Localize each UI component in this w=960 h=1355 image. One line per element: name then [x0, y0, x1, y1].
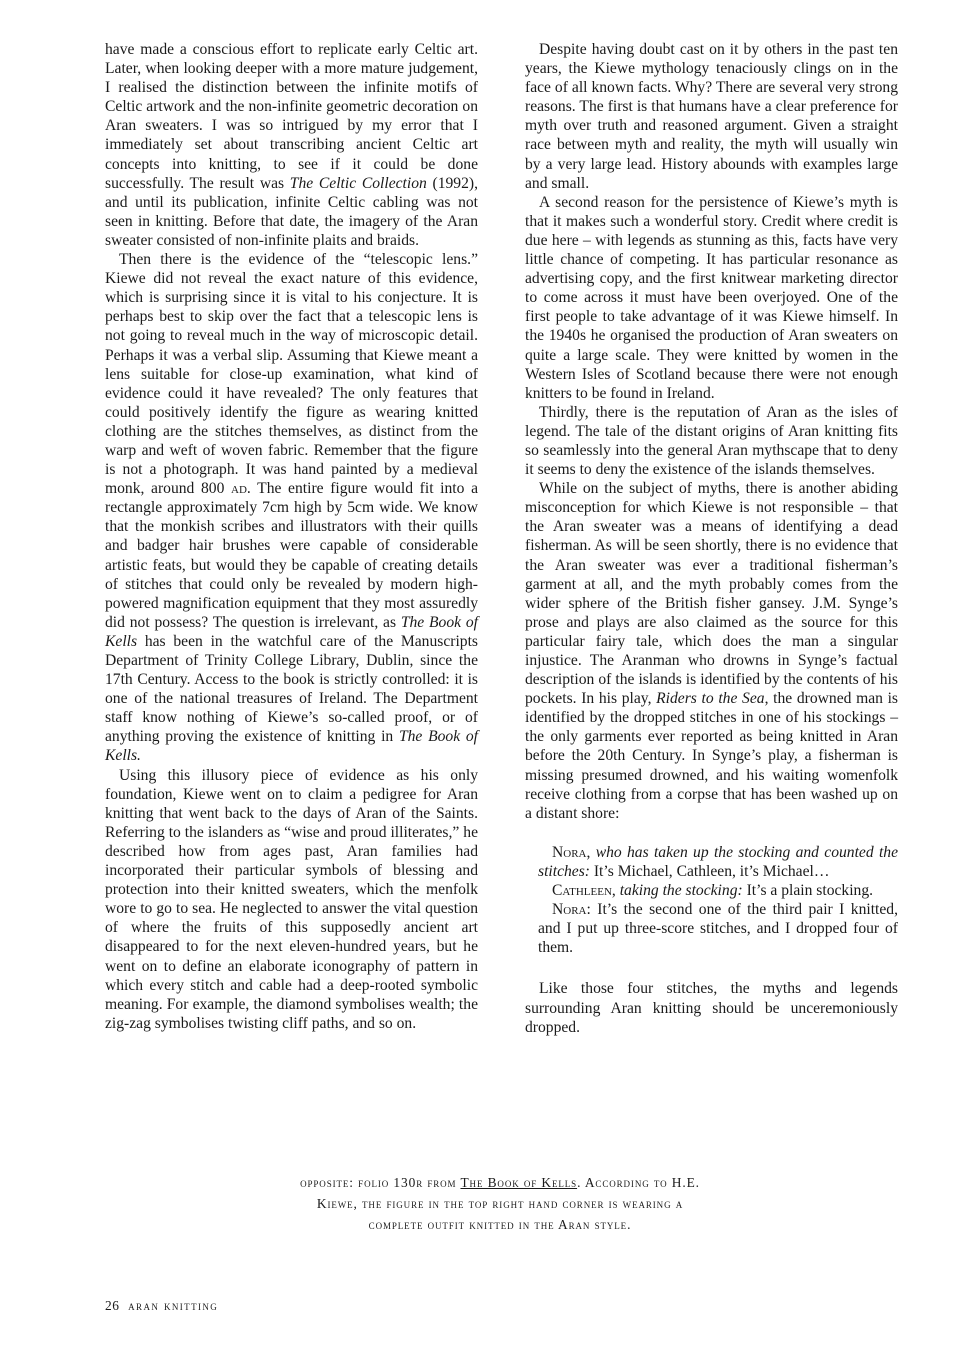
body-paragraph: Like those four stitches, the myths and legends surrounding Aran knitting should be unceremoniously dropped. — [525, 980, 898, 1036]
body-paragraph — [105, 40, 478, 250]
body-paragraph: A second reason for the persistence of Kiewe’s myth is that it makes such a wonderful story. Credit where credit is due here – with legends as stunning as this, facts have very little chance of competing. It has particular resonance as advertising copy, and the first knitwear marketing director to come across it must have been overjoyed. One of the first people to take advantage of it was Kiewe himself. In the 1940s he organised the production of Aran sweaters on quite a large scale. They were knitted by women in the Western Isles of Scotland because there were not enough knitters to be found in Ireland. — [525, 193, 898, 402]
caption-text: opposite: folio 130r from — [300, 1175, 461, 1190]
body-paragraph — [525, 479, 898, 823]
caption-text: . According to H.E. Kiewe, the figure in the top right hand corner is wearing a complete outfit knitted in the Aran style. — [316, 1175, 700, 1232]
speaker-name: Cathleen, — [552, 882, 616, 900]
text-run: . The entire figure would fit into a rectangle approximately 7cm high by 5cm wide. We know that the monkish scribes and illustrators with their quills and badger hair brushes were capable of considerable artistic feats, but would they be capable of creating details of stitches that could only be revealed by modern high-powered magnification equipment that they most assuredly did not possess? The question is irrelevant, as — [105, 480, 478, 631]
body-paragraph: Using this illusory piece of evidence as his only foundation, Kiewe went on to claim a pedigree for Aran knitting that went back to the days of Aran of the Saints. Referring to the islanders as “wise and proud illiterates,” he described how from ages past, Aran families had incorporated their particular symbols of blessing and protection into their knitted sweaters, which the menfolk wore to go to sea. He neglected to answer the vital question of where the fruits of this supposedly ancient art disappeared to for the next eleven-hundred years, but he went on to define an elaborate iconography of pattern in which every stitch and cable had a deep-rooted symbolic meaning. For example, the diamond symbolises wealth; the zig-zag symbolises twisting cliff paths, and so on. — [105, 766, 478, 1032]
play-title: Riders to the Sea — [656, 690, 765, 708]
dialogue: It’s Michael, Cathleen, it’s Michael… — [589, 862, 830, 880]
speaker-name: Nora, — [552, 843, 591, 861]
book-title: The Celtic Collection — [289, 174, 427, 192]
body-paragraph — [105, 250, 478, 766]
quote-line — [531, 900, 898, 957]
text-run: has been in the watchful care of the Manuscripts Department of Trinity College Library, Dublin, since the 17th Century. Access to the book is strictly controlled: it is one of the national treasures of Ireland. The Department staff know nothing of Kiewe’s so-called proof, or of anything proving the existence of knitting in — [105, 632, 478, 746]
caption-book-title: The Book of Kells — [460, 1175, 578, 1190]
dialogue: It’s a plain stocking. — [742, 882, 874, 900]
running-title: aran knitting — [128, 1298, 219, 1313]
era-abbreviation: ad — [231, 480, 247, 498]
speaker-name: Nora: — [552, 901, 591, 919]
quote-line — [531, 843, 898, 881]
page-footer — [105, 1298, 218, 1314]
stage-direction: who has taken up the stocking and counted the stitches: — [538, 843, 898, 880]
play-quotation — [531, 843, 898, 958]
stage-direction: taking the stocking: — [615, 882, 743, 900]
page-number: 26 — [105, 1298, 120, 1313]
text-run: , the drowned man is identified by the dropped stitches in one of his stockings – the only garments ever reported as being knitted in Aran before the 20th Century. In Synge’s play, a fisherman is missing presumed drowned, and his waiting womenfolk receive clothing from a corpse that has been washed up on a distant shore: — [525, 690, 899, 822]
text-run: (1992), and until its publication, infinite Celtic cabling was not seen in knitting. Before that date, the imagery of the Aran sweater consisted of non-infinite plaits and braids. — [105, 174, 478, 249]
body-paragraph: Despite having doubt cast on it by others in the past ten years, the Kiewe mythology tenaciously clings on in the face of all known facts. Why? There are several very strong reasons. The first is that humans have a clear preference for myth over truth and reasoned argument. Given a straight race between myth and reality, the myth will usually win by a very large lead. History abounds with examples large and small. — [525, 41, 898, 192]
dialogue: It’s the second one of the third pair I knitted, and I put up three-score stitches, and I dropped four of them. — [538, 901, 898, 957]
quote-line — [531, 881, 898, 900]
figure-caption — [290, 1172, 710, 1235]
book-title: The Book of Kells — [105, 613, 478, 650]
left-column — [105, 40, 478, 1033]
book-title: The Book of Kells. — [105, 728, 478, 765]
body-paragraph: Thirdly, there is the reputation of Aran as the isles of legend. The tale of the distant origins of Aran knitting fits so seamlessly into the general Aran mythscape that to deny it seems to deny the existence of the islands themselves. — [525, 403, 898, 479]
text-run: While on the subject of myths, there is another abiding misconception for which Kiewe is not responsible – that the Aran sweater was a means of identifying a dead fisherman. As will be seen shortly, there is no evidence that the Aran sweater was ever a traditional fisherman’s garment at all, and the myth probably comes from the wider sphere of the British fisher gansey. J.M. Synge’s prose and plays are also claimed as the source for this particular fairy tale, which does the man a singular injustice. The Aranman who drowns in Synge’s factual description of the islands is identified by the contents of his pockets. In his play, — [525, 480, 898, 708]
text-run: Then there is the evidence of the “telescopic lens.” Kiewe did not reveal the exact nature of this evidence, which is surprising since it is vital to his conjecture. It is perhaps best to skip over the fact that a telescopic lens is not going to reveal much in the way of microscopic detail. Perhaps it was a verbal slip. Assuming that Kiewe meant a lens suitable for close-up examination, what kind of evidence could it have revealed? The only features that could positively identify the figure as wearing knitted clothing are the stitches themselves, as distinct from the warp and weft of woven fabric. Remember that the figure is not a photograph. It was hand painted by a medieval monk, around 800 — [105, 251, 478, 498]
text-run: have made a conscious effort to replicate early Celtic art. Later, when looking deeper with a more mature judgement, I realised the distinction between the infinite motifs of Celtic artwork and the non-infinite geometric decoration on Aran sweaters. I was so intrigued by my error that I immediately set about transcribing ancient Celtic art concepts into knitting, to see if it could be done successfully. The result was — [105, 41, 478, 192]
right-column — [525, 40, 898, 1037]
